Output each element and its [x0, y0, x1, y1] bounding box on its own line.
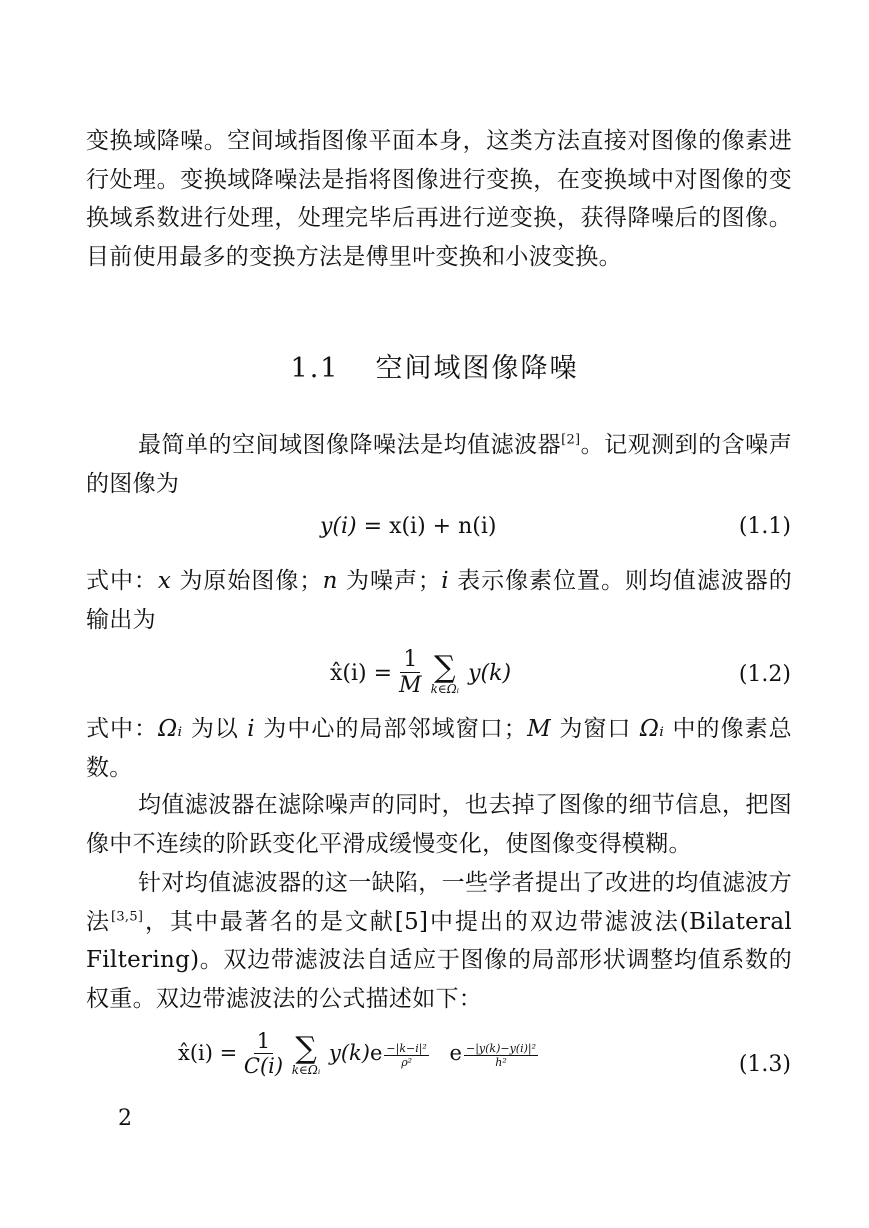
- p5-b: ，其中最著名的是文献[5]中提出的双边带滤波法(Bilateral Filtering)。双边带滤波法自适应于图像的局部形状调整均值系数的权重。双边带滤波法的公式描述如下：: [86, 908, 792, 1012]
- p3-omega: Ωᵢ: [158, 716, 183, 742]
- equation-number-1-3: (1.3): [738, 1052, 791, 1077]
- eq3-e2: e: [449, 1041, 462, 1066]
- eq3-exponent-1: [384, 1042, 428, 1069]
- eq3-frac-num: 1: [254, 1030, 273, 1054]
- section-heading: [0, 346, 869, 385]
- equation-number-1-1: (1.1): [738, 514, 791, 539]
- eq3-body: y(k): [328, 1041, 370, 1066]
- p2-x: x: [157, 568, 172, 594]
- p3-omega2: Ωᵢ: [639, 716, 665, 742]
- intro-paragraph: 变换域降噪。空间域指图像平面本身，这类方法直接对图像的像素进行处理。变换域降噪法是指将图像进行变换，在变换域中对图像的变换域系数进行处理，处理完毕后再进行逆变换，获得降噪后的图像。目前使用最多的变换方法是傅里叶变换和小波变换。: [86, 128, 792, 270]
- eq1-rhs: = x(i) + n(i): [363, 514, 497, 539]
- eq3-sum: ∑ k∈Ωᵢ: [291, 1030, 321, 1077]
- eq2-sum: ∑ k∈Ωᵢ: [430, 649, 460, 696]
- eq3-lhs: x̂(i) =: [178, 1041, 238, 1066]
- eq3-exp2-num: −|y(k)−y(i)|²: [465, 1042, 537, 1056]
- eq2-frac-num: 1: [400, 648, 420, 673]
- p3-d: 为窗口: [550, 716, 640, 742]
- eq2-lhs: x̂(i) =: [330, 660, 393, 686]
- p3-i: i: [247, 716, 255, 742]
- paragraph-blur: 均值滤波器在滤除噪声的同时，也去掉了图像的细节信息，把图像中不连续的阶跃变化平滑成缓慢变化，使图像变得模糊。: [86, 792, 792, 857]
- p2-d: 表示像素位置。则均值滤波器的输出为: [86, 568, 793, 633]
- p5-a: 针对均值滤波器的这一缺陷，一些学者提出了改进的均值滤波方法: [86, 870, 792, 935]
- p2-b: 为原始图像；: [171, 568, 323, 594]
- eq3-exp1-den: ρ²: [401, 1056, 413, 1070]
- eq3-frac-den: C(i): [243, 1054, 284, 1079]
- equation-number-1-2: (1.2): [738, 662, 791, 687]
- p2-c: 为噪声；: [337, 568, 442, 594]
- paragraph-definitions-2: [86, 710, 792, 787]
- paragraph-bilateral: [86, 864, 792, 1018]
- eq3-fraction: [244, 1030, 283, 1079]
- eq1-lhs: y(i): [320, 514, 357, 539]
- paragraph-mean-filter: [86, 426, 792, 503]
- eq2-sum-sub: k∈Ωᵢ: [430, 681, 460, 696]
- reference-2: [2]: [561, 432, 581, 448]
- paragraph-definitions-1: [86, 562, 792, 639]
- p2-n: n: [322, 568, 338, 594]
- p3-m: M: [527, 716, 551, 742]
- p2-a: 式中：: [86, 568, 158, 594]
- eq3-exponent-2: [464, 1042, 538, 1069]
- p1-text: 最简单的空间域图像降噪法是均值滤波器: [138, 432, 562, 458]
- eq2-frac-den: M: [399, 673, 422, 699]
- eq2-body: y(k): [468, 660, 512, 686]
- eq3-exp2-den: h²: [495, 1056, 507, 1070]
- eq3-e1: e: [369, 1041, 383, 1066]
- p3-b: 为以: [182, 716, 248, 742]
- p3-c: 为中心的局部邻域窗口；: [254, 716, 528, 742]
- p2-i: i: [441, 568, 449, 594]
- p1-tail: 。记观测到的含噪声的图像为: [86, 432, 792, 497]
- equation-1-1: [320, 514, 496, 539]
- reference-3-5: [3,5]: [110, 908, 144, 924]
- eq3-exp1-num: −|k−i|²: [386, 1042, 427, 1056]
- section-title: 空间域图像降噪: [375, 353, 579, 384]
- p3-e: 中的像素总数。: [86, 716, 792, 781]
- section-number: 1.1: [290, 353, 340, 384]
- equation-1-3: [178, 1030, 538, 1079]
- page-number: 2: [118, 1106, 132, 1131]
- p3-a: 式中：: [86, 716, 159, 742]
- eq2-fraction: [399, 648, 422, 700]
- equation-1-2: [330, 648, 511, 700]
- eq3-sum-sub: k∈Ωᵢ: [291, 1062, 321, 1077]
